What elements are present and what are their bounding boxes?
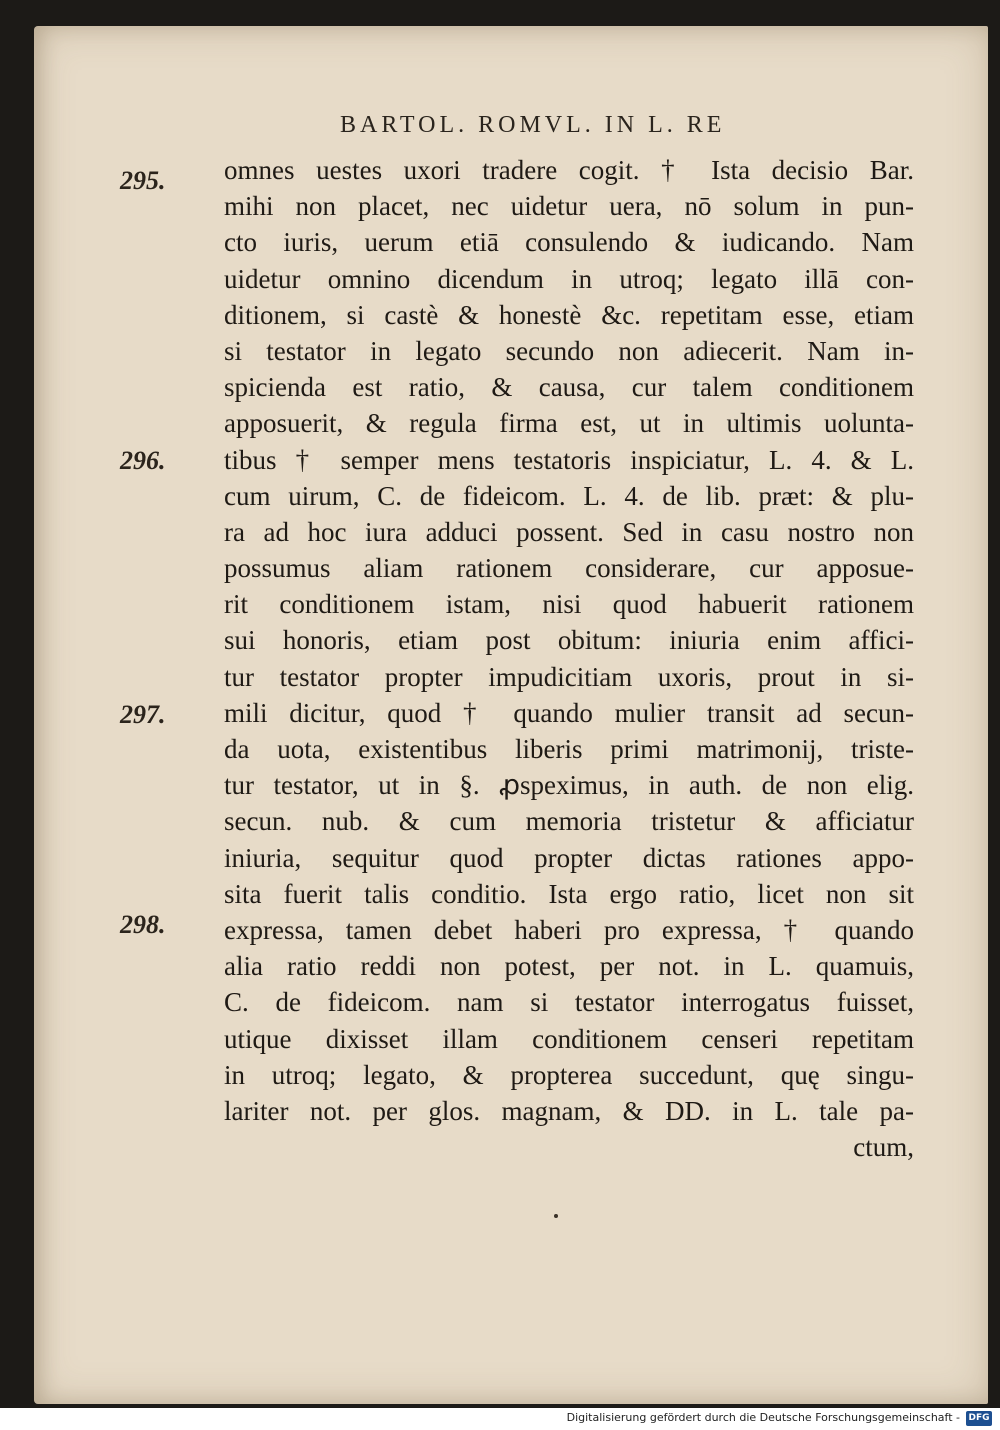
text-line: spicienda est ratio, & causa, cur talem conditionem xyxy=(224,372,914,403)
text-line: lariter not. per glos. magnam, & DD. in L. tale pa- xyxy=(224,1095,914,1126)
catchword-line: ctum, xyxy=(853,1132,914,1163)
body-text xyxy=(224,152,914,1165)
text-line: mihi non placet, nec uidetur uera, nō solum in pun- xyxy=(224,191,914,222)
ink-speck xyxy=(554,1214,558,1218)
text-line: apposuerit, & regula firma est, ut in ultimis uolunta- xyxy=(224,408,914,439)
text-line: in utroq; legato, & propterea succedunt, quę singu- xyxy=(224,1059,914,1090)
footer-bar xyxy=(0,1408,1000,1430)
text-line: rit conditionem istam, nisi quod habuerit rationem xyxy=(224,589,914,620)
funding-credit: Digitalisierung gefördert durch die Deutsche Forschungsgemeinschaft - xyxy=(566,1411,960,1424)
text-line: uidetur omnino dicendum in utroq; legato illā con- xyxy=(224,263,914,294)
text-line: tur testator, ut in §. ꝓspeximus, in auth. de non elig. xyxy=(224,770,914,801)
dfg-logo: DFG xyxy=(966,1411,992,1426)
text-line: tibus † semper mens testatoris inspiciatur, L. 4. & L. xyxy=(224,444,914,475)
text-line: expressa, tamen debet haberi pro expressa, † quando xyxy=(224,914,914,945)
text-line: da uota, existentibus liberis primi matrimonij, triste- xyxy=(224,734,914,764)
text-line: ra ad hoc iura adduci possent. Sed in casu nostro non xyxy=(224,516,914,547)
running-head: BARTOL. ROMVL. IN L. RE xyxy=(340,112,726,138)
text-line: cum uirum, C. de fideicom. L. 4. de lib. præt: & plu- xyxy=(224,480,914,511)
text-line: possumus aliam rationem considerare, cur apposue- xyxy=(224,553,914,584)
text-line: cto iuris, uerum etiā consulendo & iudicando. Nam xyxy=(224,227,914,258)
text-line: utique dixisset illam conditionem censeri repetitam xyxy=(224,1023,914,1054)
text-line: C. de fideicom. nam si testator interrogatus fuisset, xyxy=(224,987,914,1018)
text-line: si testator in legato secundo non adiecerit. Nam in- xyxy=(224,335,914,366)
text-line: iniuria, sequitur quod propter dictas rationes appo- xyxy=(224,842,914,873)
margin-note-298: 298. xyxy=(120,910,166,939)
margin-note-295: 295. xyxy=(120,166,166,195)
margin-note-296: 296. xyxy=(120,446,166,475)
text-line: omnes uestes uxori tradere cogit. † Ista decisio Bar. xyxy=(224,155,914,185)
text-line: sui honoris, etiam post obitum: iniuria enim affici- xyxy=(224,625,914,656)
text-line: sita fuerit talis conditio. Ista ergo ratio, licet non sit xyxy=(224,878,914,909)
margin-note-297: 297. xyxy=(120,700,166,729)
text-line: ditionem, si castè & honestè &c. repetitam esse, etiam xyxy=(224,299,914,330)
text-line: alia ratio reddi non potest, per not. in L. quamuis, xyxy=(224,951,914,982)
text-line: mili dicitur, quod † quando mulier transit ad secun- xyxy=(224,697,914,728)
text-line: tur testator propter impudicitiam uxoris, prout in si- xyxy=(224,661,914,692)
text-line: secun. nub. & cum memoria tristetur & afficiatur xyxy=(224,806,914,837)
